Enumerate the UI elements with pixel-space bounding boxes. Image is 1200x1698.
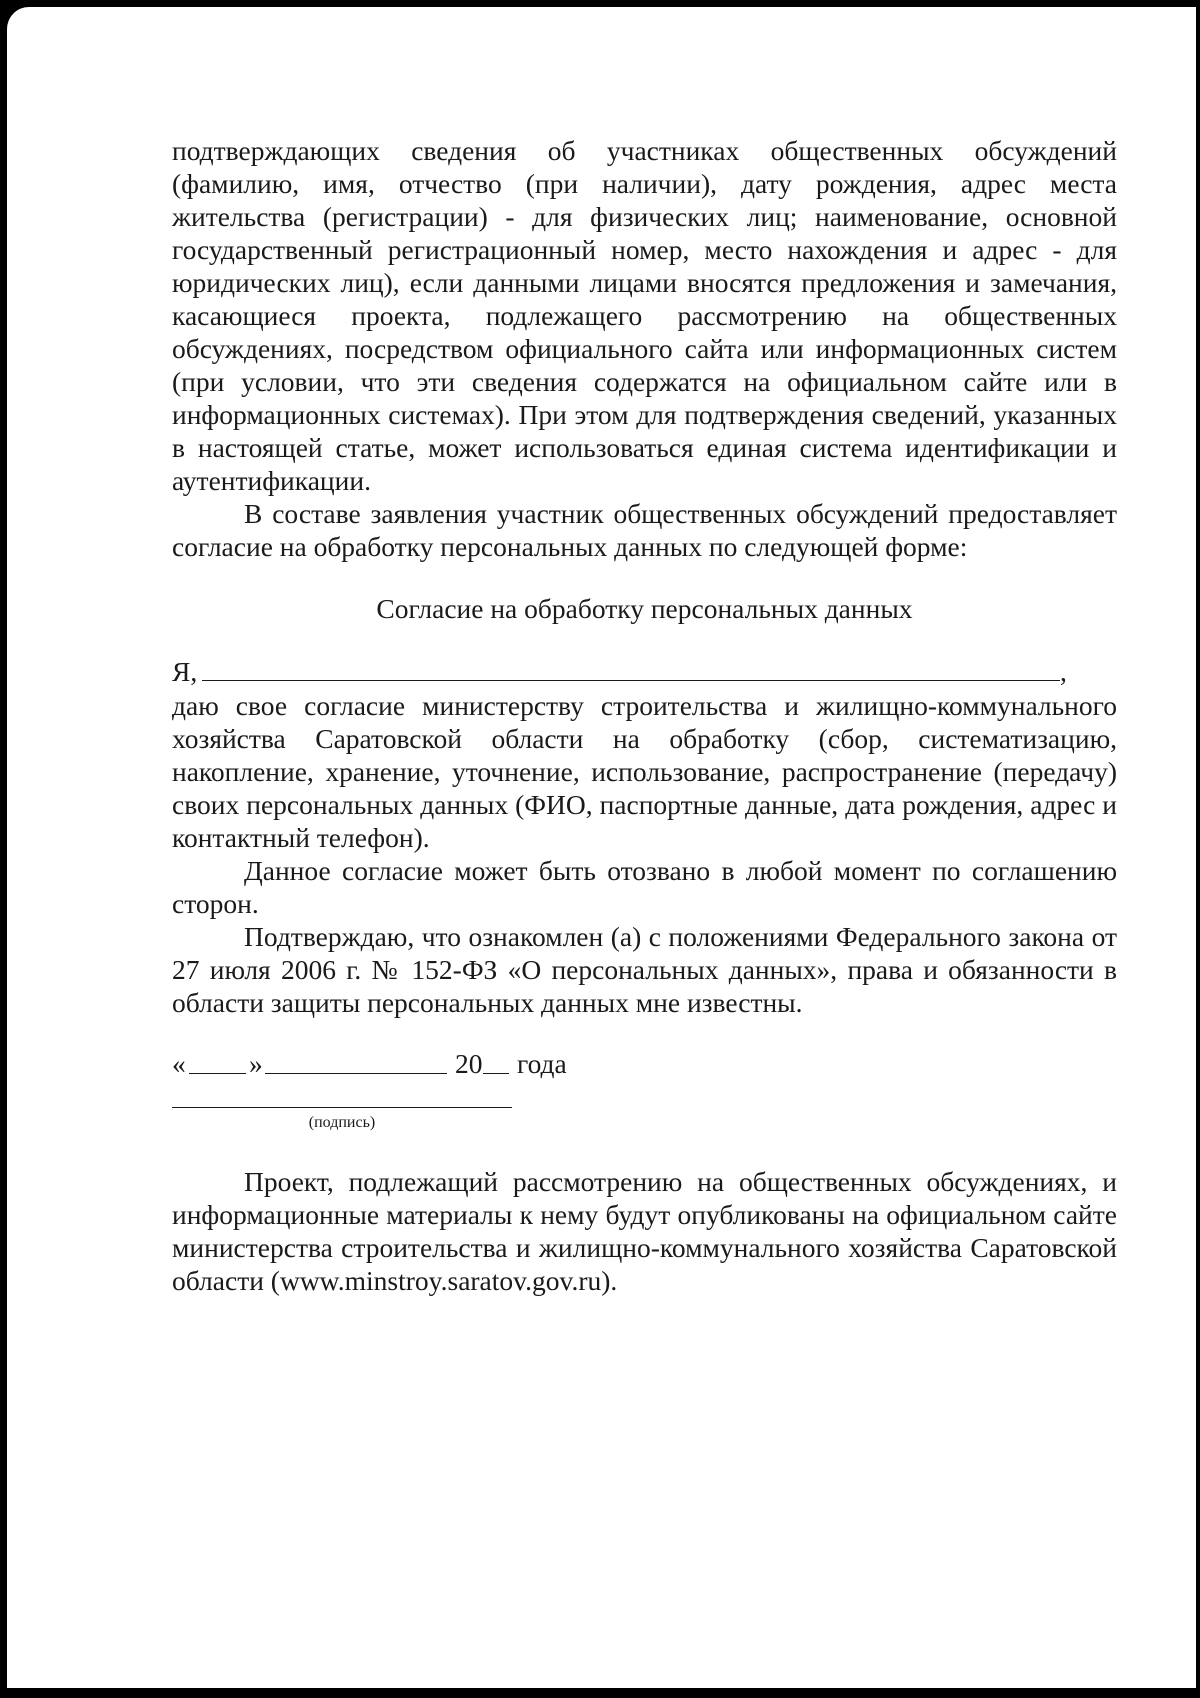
paragraph-consent-revocation: Данное согласие может быть отозвано в любой момент по соглашению сторон. (172, 855, 1117, 919)
closing-text-block (172, 1165, 1117, 1297)
name-prefix: Я, (172, 656, 198, 687)
paragraph-consent-grant: даю свое согласие министерству строительства и жилищно-коммунального хозяйства Саратовской области на обработку (сбор, систематизацию, накопление, хранение, уточнение, использование, распространение (передачу) своих персональных данных (ФИО, паспортные данные, дата рождения, адрес и контактный телефон). (172, 690, 1117, 853)
signature-blank-underline (172, 1107, 512, 1108)
paragraph-consent-acknowledgement: Подтверждаю, что ознакомлен (а) с положениями Федерального закона от 27 июля 2006 г. № 152-ФЗ «О персональных данных», права и обязанности в области защиты персональных данных мне известны. (172, 921, 1117, 1018)
consent-text-block (172, 689, 1117, 1019)
name-blank-underline (202, 680, 1060, 681)
date-close-quote: » (249, 1048, 263, 1079)
day-blank-underline (189, 1073, 246, 1074)
signature-caption: (подпись) (308, 1114, 376, 1131)
year-word: года (517, 1048, 567, 1079)
paragraph-identification: подтверждающих сведения об участниках общественных обсуждений (фамилию, имя, отчество (при наличии), дату рождения, адрес места жительства (регистрации) - для физических лиц; наименование, основной государственный регистрационный номер, место нахождения и адрес - для юридических лиц), если данными лицами вносятся предложения и замечания, касающиеся проекта, подлежащего рассмотрению на общественных обсуждениях, посредством официального сайта или информационных систем (при условии, что эти сведения содержатся на официальном сайте или в информационных системах). При этом для подтверждения сведений, указанных в настоящей статье, может использоваться единая система идентификации и аутентификации. (172, 135, 1117, 496)
year-prefix: 20 (455, 1048, 483, 1079)
year-blank-underline (483, 1073, 509, 1074)
intro-text-block (172, 134, 1117, 563)
name-suffix: , (1060, 656, 1067, 687)
paragraph-consent-intro: В составе заявления участник общественных обсуждений предоставляет согласие на обработку персональных данных по следующей форме: (172, 498, 1117, 562)
date-field-line (172, 1047, 772, 1080)
name-field-line (172, 655, 1117, 688)
paragraph-publication-notice: Проект, подлежащий рассмотрению на общественных обсуждениях, и информационные материалы к нему будут опубликованы на официальном сайте министерства строительства и жилищно-коммунального хозяйства Саратовской области (www.minstroy.saratov.gov.ru). (172, 1166, 1117, 1296)
consent-form-title: Согласие на обработку персональных данных (376, 593, 913, 624)
month-blank-underline (265, 1073, 447, 1074)
document-page (7, 7, 1196, 1688)
date-open-quote: « (172, 1048, 186, 1079)
